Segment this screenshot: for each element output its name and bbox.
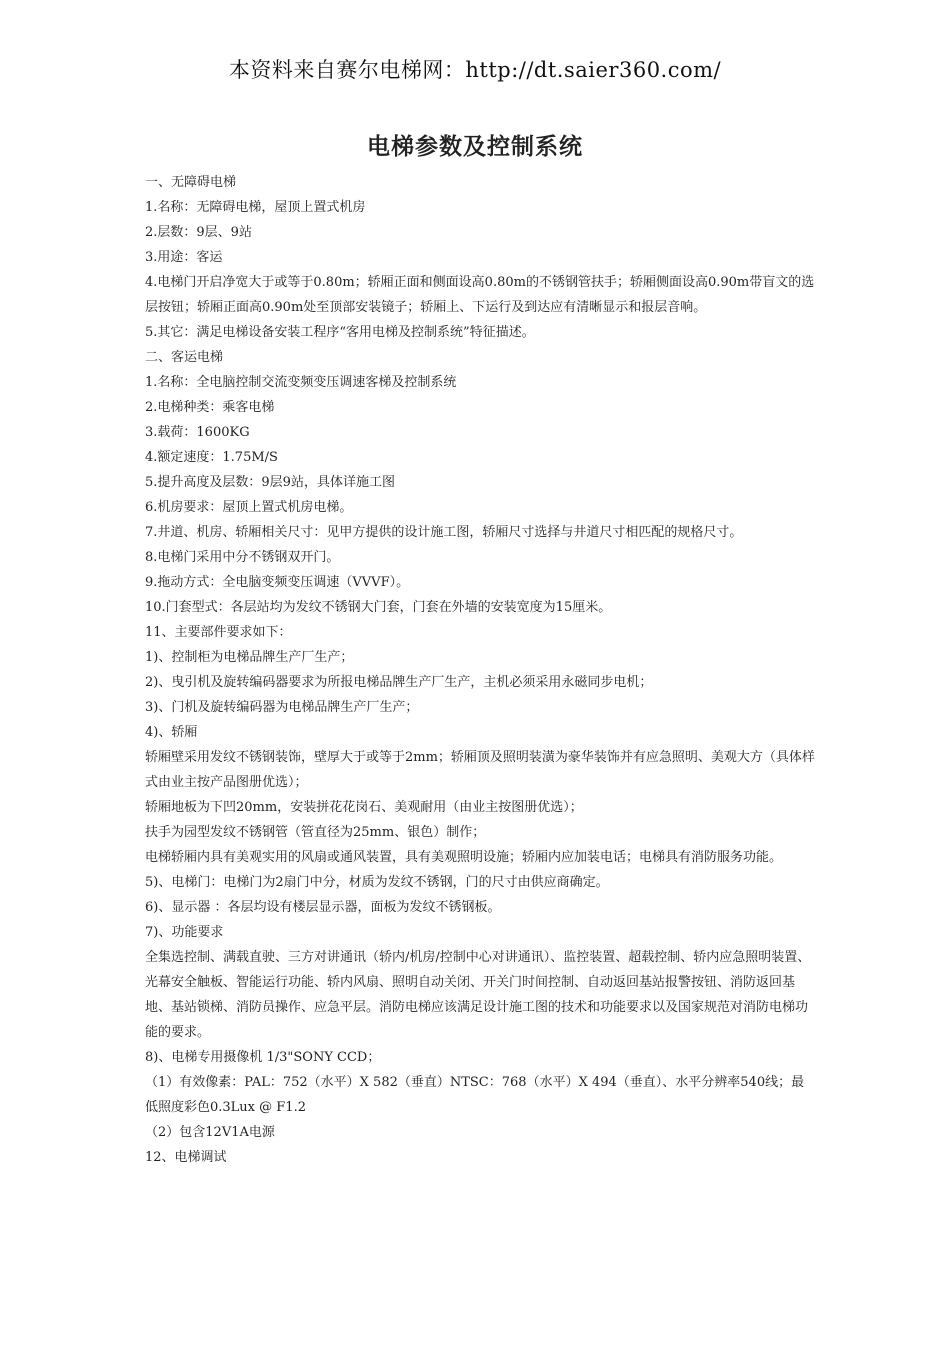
paragraph-line: 3.载荷：1600KG: [145, 425, 250, 440]
paragraph-line: 全集选控制、满载直驶、三方对讲通讯（轿内/机房/控制中心对讲通讯）、监控装置、超载控制、轿内应急照明装置、光幕安全触板、智能运行功能、轿内风扇、照明自动关闭、开关门时间控制、自动返回基站报警按钮、消防返回基地、基站锁梯、消防员操作、应急平层。消防电梯应该满足设计施工图的技术和功能要求以及国家规范对消防电梯功能的要求。: [145, 950, 811, 1040]
paragraph-line: 4)、轿厢: [145, 725, 198, 740]
paragraph-line: 1.名称：无障碍电梯，屋顶上置式机房: [145, 200, 366, 215]
paragraph-line: 5.提升高度及层数：9层9站，具体详施工图: [145, 475, 395, 490]
document-body: [145, 170, 815, 1170]
paragraph-line: 2)、曳引机及旋转编码器要求为所报电梯品牌生产厂生产，主机必须采用永磁同步电机；: [145, 675, 653, 690]
source-header: 本资料来自赛尔电梯网：http://dt.saier360.com/: [228, 58, 722, 82]
paragraph-line: 扶手为园型发纹不锈钢管（管直径为25mm、银色）制作；: [145, 825, 486, 840]
paragraph-line: （1）有效像素：PAL：752（水平）X 582（垂直）NTSC：768（水平）X 494（垂直）、水平分辨率540线；最低照度彩色0.3Lux @ F1.2: [145, 1075, 805, 1115]
paragraph-line: 7.井道、机房、轿厢相关尺寸：见甲方提供的设计施工图，轿厢尺寸选择与井道尺寸相匹配的规格尺寸。: [145, 525, 743, 540]
paragraph-line: 7)、功能要求: [145, 925, 224, 940]
paragraph-line: 1)、控制柜为电梯品牌生产厂生产；: [145, 650, 354, 665]
document-title: 电梯参数及控制系统: [367, 133, 583, 160]
paragraph-line: 8)、电梯专用摄像机 1/3"SONY CCD；: [145, 1050, 381, 1065]
paragraph-line: 电梯轿厢内具有美观实用的风扇或通风装置，具有美观照明设施；轿厢内应加装电话；电梯具有消防服务功能。: [145, 850, 783, 865]
section-heading-passenger-elevator: 二、客运电梯: [145, 350, 224, 365]
paragraph-line: 11、主要部件要求如下：: [145, 625, 292, 640]
paragraph-line: 2.层数：9层、9站: [145, 225, 252, 240]
section-heading-accessible-elevator: 一、无障碍电梯: [145, 175, 237, 190]
paragraph-line: 12、电梯调试: [145, 1150, 227, 1165]
paragraph-line: 4.电梯门开启净宽大于或等于0.80m；轿厢正面和侧面设高0.80m的不锈钢管扶手；轿厢侧面设高0.90m带盲文的选层按钮；轿厢正面高0.90m处至顶部安装镜子；轿厢上、下运行及到达应有清晰显示和报层音响。: [145, 275, 815, 315]
paragraph-line: 2.电梯种类：乘客电梯: [145, 400, 275, 415]
paragraph-line: 6.机房要求：屋顶上置式机房电梯。: [145, 500, 353, 515]
paragraph-line: 8.电梯门采用中分不锈钢双开门。: [145, 550, 340, 565]
paragraph-line: 3.用途：客运: [145, 250, 223, 265]
paragraph-line: （2）包含12V1A电源: [145, 1125, 275, 1140]
paragraph-line: 轿厢壁采用发纹不锈钢装饰，壁厚大于或等于2mm；轿厢顶及照明装潢为豪华装饰并有应急照明、美观大方（具体样式由业主按产品图册优选）；: [145, 750, 815, 790]
paragraph-line: 轿厢地板为下凹20mm，安装拼花花岗石、美观耐用（由业主按图册优选）；: [145, 800, 583, 815]
paragraph-line: 5.其它：满足电梯设备安装工程序“客用电梯及控制系统”特征描述。: [145, 325, 535, 340]
paragraph-line: 1.名称：全电脑控制交流变频变压调速客梯及控制系统: [145, 375, 457, 390]
paragraph-line: 6)、显示器 ：各层均设有楼层显示器，面板为发纹不锈钢板。: [145, 900, 501, 915]
paragraph-line: 10.门套型式：各层站均为发纹不锈钢大门套，门套在外墙的安装宽度为15厘米。: [145, 600, 612, 615]
paragraph-line: 3)、门机及旋转编码器为电梯品牌生产厂生产；: [145, 700, 419, 715]
paragraph-line: 9.拖动方式：全电脑变频变压调速（VVVF）。: [145, 575, 410, 590]
paragraph-line: 4.额定速度：1.75M/S: [145, 450, 278, 465]
paragraph-line: 5)、电梯门：电梯门为2扇门中分，材质为发纹不锈钢，门的尺寸由供应商确定。: [145, 875, 609, 890]
